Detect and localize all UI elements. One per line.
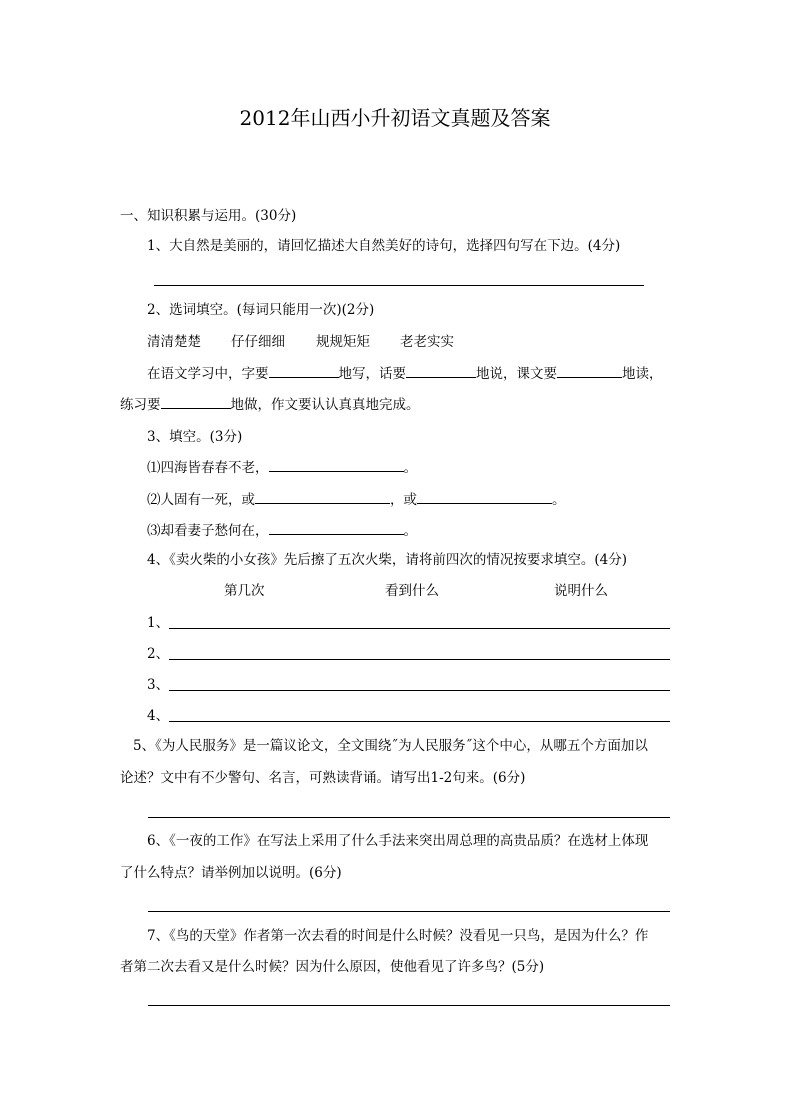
fill-blank[interactable] <box>255 490 390 504</box>
word-choice-2: 仔仔细细 <box>231 334 285 350</box>
question-7-line1: 7、《鸟的天堂》作者第一次去看的时间是什么时候？没看见一只鸟，是因为什么？作 <box>147 928 649 944</box>
section-heading: 一、知识积累与运用。(30分) <box>120 208 297 224</box>
q3-item-2 <box>147 490 566 509</box>
row-number-2: 2、 <box>147 646 170 662</box>
q3-item-1 <box>147 458 417 477</box>
question-2: 2、选词填空。(每词只能用一次)(2分) <box>147 302 375 318</box>
q3-text: ，或 <box>390 492 417 508</box>
fill-blank[interactable] <box>269 458 404 472</box>
q3-period: 。 <box>403 523 417 539</box>
q2-text: 练习要 <box>120 397 161 413</box>
answer-line-q6[interactable] <box>148 911 670 912</box>
q2-sentence-line2 <box>120 395 420 414</box>
row-number-4: 4、 <box>147 708 170 724</box>
column-header-times: 第几次 <box>224 583 265 599</box>
q2-sentence-line1 <box>147 364 663 383</box>
fill-blank[interactable] <box>557 364 622 378</box>
q2-text: 地写，话要 <box>338 366 406 382</box>
fill-blank[interactable] <box>406 364 476 378</box>
answer-line-row-1[interactable] <box>169 628 670 629</box>
answer-line-q7[interactable] <box>148 1005 670 1006</box>
question-7-line2: 者第二次去看又是什么时候？因为什么原因，使他看见了许多鸟？(5分) <box>120 959 545 975</box>
q2-text: 地做，作文要认认真真地完成。 <box>230 397 420 413</box>
q3-text: ⑴四海皆春春不老， <box>147 460 269 476</box>
fill-blank[interactable] <box>417 490 552 504</box>
answer-line-row-3[interactable] <box>169 690 670 691</box>
answer-line-row-2[interactable] <box>169 659 670 660</box>
word-choice-1: 清清楚楚 <box>147 334 201 350</box>
question-3: 3、填空。(3分) <box>147 429 243 445</box>
question-4: 4、《卖火柴的小女孩》先后擦了五次火柴，请将前四次的情况按要求填空。(4分) <box>147 552 627 568</box>
q3-period: 。 <box>403 460 417 476</box>
q2-text: 在语文学习中，字要 <box>147 366 269 382</box>
fill-blank[interactable] <box>269 364 339 378</box>
word-choice-4: 老老实实 <box>400 334 454 350</box>
fill-blank[interactable] <box>161 395 231 409</box>
answer-line-row-4[interactable] <box>169 721 670 722</box>
row-number-3: 3、 <box>147 677 170 693</box>
page-title: 2012年山西小升初语文真题及答案 <box>239 106 551 130</box>
q2-text: 地说，课文要 <box>476 366 557 382</box>
question-5-line2: 论述？文中有不少警句、名言，可熟读背诵。请写出1-2句来。(6分) <box>120 770 526 786</box>
q2-text: 地读， <box>622 366 663 382</box>
q3-item-3 <box>147 521 417 540</box>
column-header-seen: 看到什么 <box>385 583 439 599</box>
answer-line-q1[interactable] <box>154 285 644 286</box>
question-5-line1: 5、《为人民服务》是一篇议论文，全文围绕˝为人民服务˝这个中心，从哪五个方面加以 <box>133 738 648 754</box>
question-6-line1: 6、《一夜的工作》在写法上采用了什么手法来突出周总理的高贵品质？在选材上体现 <box>147 833 649 849</box>
question-6-line2: 了什么特点？请举例加以说明。(6分) <box>120 865 342 881</box>
q3-text: ⑵人固有一死，或 <box>147 492 255 508</box>
column-header-meaning: 说明什么 <box>554 583 608 599</box>
question-1: 1、大自然是美丽的，请回忆描述大自然美好的诗句，选择四句写在下边。(4分) <box>147 238 621 254</box>
answer-line-q5[interactable] <box>148 817 670 818</box>
word-choice-3: 规规矩矩 <box>316 334 370 350</box>
q3-period: 。 <box>552 492 566 508</box>
q3-text: ⑶却看妻子愁何在， <box>147 523 269 539</box>
fill-blank[interactable] <box>269 521 404 535</box>
row-number-1: 1、 <box>147 615 170 631</box>
